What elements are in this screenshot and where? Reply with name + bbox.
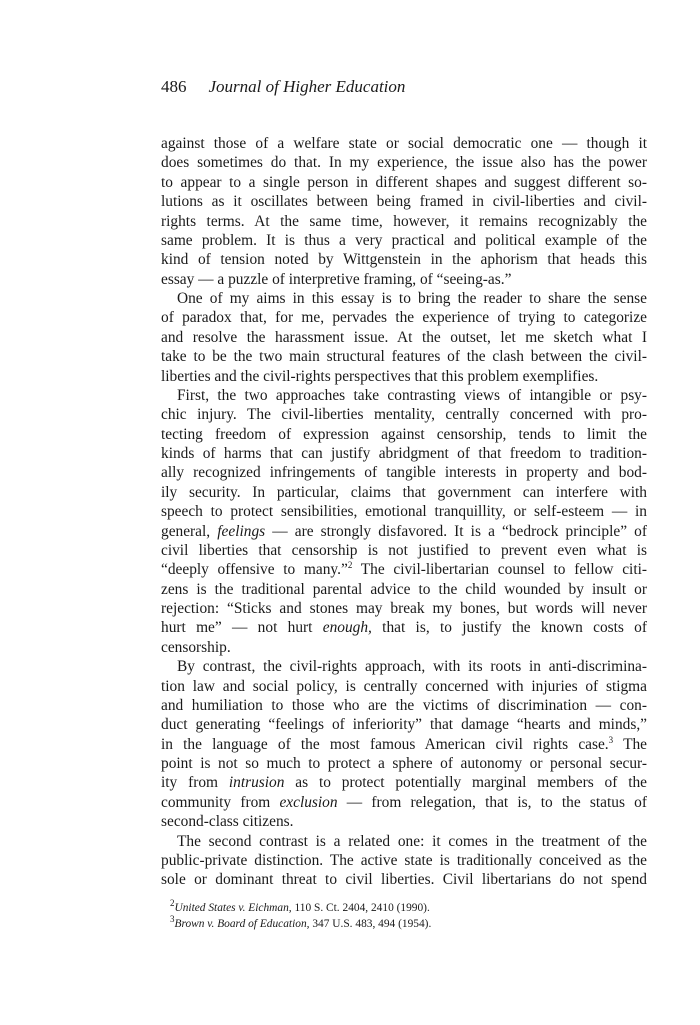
footnotes [170,898,432,932]
text-line [161,773,647,792]
text-segment: The [613,735,647,753]
citation: 110 S. Ct. 2404, 2410 (1990). [291,902,430,914]
text-line: duct generating “feelings of inferiority” that damage “hearts and minds,” [161,716,647,734]
italic-segment: enough, [322,619,372,637]
text-line: and humiliation to those who are the victims of discrimination — con- [161,696,647,714]
text-line: sole or dominant threat to civil liberties. Civil libertarians do not spend [161,871,647,889]
text-segment: ity from [161,774,229,792]
text-line: public-private distinction. The active state is traditionally conceived as the [161,851,647,869]
text-segment: community from [161,793,280,811]
text-line: same problem. It is thus a very practical and political example of the [161,231,647,249]
text-line: against those of a welfare state or social democratic one — though it [161,135,647,152]
text-line: rejection: “Sticks and stones may break my bones, but words will never [161,600,647,617]
case-name: Brown v. Board of Education, [174,917,310,930]
text-line: and resolve the harassment issue. At the outset, let me sketch what I [161,328,647,346]
text-line: liberties and the civil-rights perspectives that this problem exemplifies. [161,367,599,385]
body-text [161,134,647,890]
text-line: ally recognized infringements of tangible interests in property and bod- [161,464,647,482]
text-line: speech to protect sensibilities, emotional tranquillity, or self-esteem — in [161,503,647,521]
text-line: does sometimes do that. In my experience, the issue also has the power [161,154,647,172]
text-line: chic injury. The civil-liberties mentality, centrally concerned with pro- [161,406,647,424]
text-segment: as to protect potentially marginal members of the [284,774,647,792]
text-line: zens is the traditional parental advice to the child wounded by insult or [161,580,647,598]
text-line: By contrast, the civil-rights approach, with its roots in anti-discrimina- [177,658,647,676]
text-line: point is not so much to protect a sphere of autonomy or personal secur- [161,755,647,772]
text-line: tecting freedom of expression against censorship, tends to limit the [161,425,647,443]
text-line: take to be the two main structural features of the clash between the civil- [161,348,647,366]
text-line: tion law and social policy, is centrally concerned with injuries of stigma [161,677,647,695]
text-line: of paradox that, for me, pervades the experience of trying to categorize [161,309,647,327]
text-segment: “deeply offensive to many.” [161,561,348,579]
footnote [170,913,432,933]
text-line: essay — a puzzle of interpretive framing, of “seeing-as.” [161,270,512,288]
running-header [161,76,405,98]
journal-title: Journal of Higher Education [208,77,406,96]
text-line: civil liberties that censorship is not justified to prevent even what is [161,541,647,559]
text-line: kinds of harms that can justify abridgment of that freedom to tradition- [161,445,647,462]
footnote [170,898,431,917]
text-line: rights terms. At the same time, however, it remains recognizably the [161,212,647,230]
italic-segment: exclusion [279,793,338,811]
footnote-number: 3 [170,913,175,924]
text-line: The second contrast is a related one: it comes in the treatment of the [177,832,647,850]
text-segment: The civil-libertarian counsel to fellow citi- [352,561,647,579]
footnote-marker: 2 [347,560,353,571]
text-line: second-class citizens. [161,813,294,831]
footnote-marker: 3 [608,734,614,745]
text-line: lutions as it oscillates between being framed in civil-liberties and civil- [161,193,647,211]
case-name: United States v. Eichman, [174,902,292,914]
italic-segment: feelings [217,522,266,540]
page-number: 486 [161,77,187,96]
text-line [161,522,647,541]
text-segment: general, [161,522,218,540]
text-line [161,560,647,579]
text-segment: — from relegation, that is, to the status of [337,793,647,811]
text-segment: hurt me” — not hurt [161,619,323,637]
text-line [161,793,647,812]
text-line: ily security. In particular, claims that government can interfere with [161,483,647,501]
text-line: First, the two approaches take contrasting views of intangible or psy- [177,386,647,404]
text-line: censorship. [161,638,231,656]
footnote-number: 2 [170,898,175,909]
citation: 347 U.S. 483, 494 (1954). [309,917,432,930]
text-line: to appear to a single person in different shapes and suggest different so- [161,173,647,191]
text-line [161,618,647,637]
italic-segment: intrusion [228,774,285,792]
text-segment: — are strongly disfavored. It is a “bedrock principle” of [265,522,647,540]
text-segment: that is, to justify the known costs of [371,619,648,637]
text-segment: in the language of the most famous American civil rights case. [161,735,609,753]
text-line: One of my aims in this essay is to bring the reader to share the sense [177,290,647,307]
text-line: kind of tension noted by Wittgenstein in the aphorism that heads this [161,251,647,269]
text-line [161,735,647,754]
